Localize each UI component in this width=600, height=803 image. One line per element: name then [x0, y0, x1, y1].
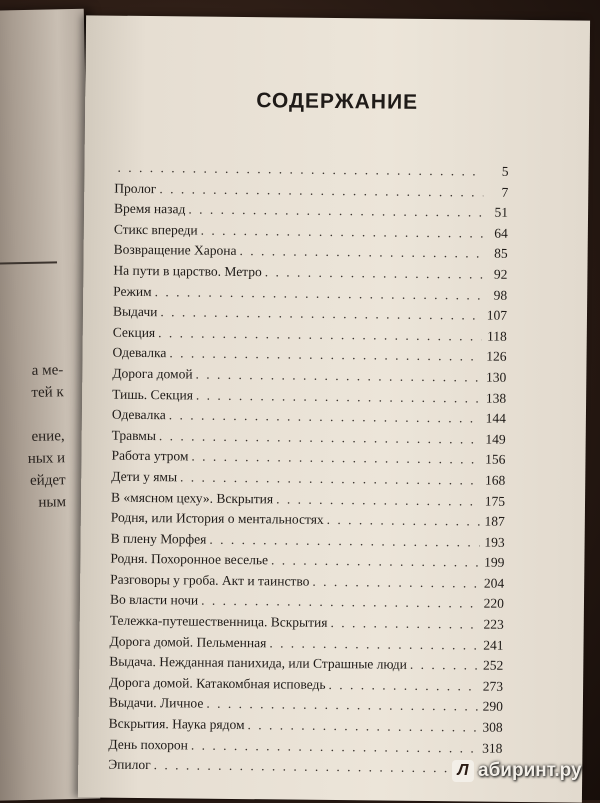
- toc-entry-label: В «мясном цеху». Вскрытия: [111, 487, 273, 509]
- toc-page-number: 126: [484, 347, 506, 368]
- left-page-text: [0, 359, 66, 514]
- toc-leader: [191, 735, 478, 759]
- toc-leader: [271, 551, 480, 574]
- toc-leader: [209, 529, 479, 552]
- toc-entry-label: Работа утром: [111, 446, 188, 467]
- left-page-line: ных и: [1, 447, 65, 470]
- toc-entry-label: Во власти ночи: [110, 590, 198, 612]
- toc-page-number: 241: [481, 635, 503, 656]
- toc-entry-label: Выдачи: [113, 302, 158, 323]
- toc-page-number: 92: [485, 265, 507, 286]
- toc-list: [108, 158, 508, 780]
- toc-page-number: 223: [482, 615, 504, 636]
- toc-entry-label: День похорон: [108, 734, 188, 755]
- toc-page-number: 290: [481, 697, 503, 718]
- contents-page: [78, 15, 590, 802]
- toc-entry-label: Одевалка: [112, 405, 166, 426]
- toc-leader: [154, 755, 478, 779]
- toc-entry-label: На пути в царство. Метро: [113, 261, 262, 283]
- toc-entry-label: Травмы: [112, 425, 156, 446]
- toc-leader: [330, 613, 478, 635]
- left-page-rule: [0, 261, 57, 264]
- page-title: СОДЕРЖАНИЕ: [85, 87, 589, 116]
- left-page-line: ейдет: [1, 469, 65, 492]
- toc-leader: [328, 675, 478, 697]
- toc-leader: [265, 262, 483, 285]
- toc-page-number: 107: [485, 306, 507, 327]
- toc-entry-label: Эпилог: [108, 755, 151, 776]
- toc-page-number: 7: [486, 182, 508, 203]
- toc-page-number: 85: [486, 244, 508, 265]
- toc-leader: [276, 489, 480, 512]
- toc-page-number: 187: [483, 512, 505, 533]
- toc-entry-label: Дорога домой. Катакомбная исповедь: [109, 673, 326, 696]
- left-page-line: а ме-: [0, 359, 64, 382]
- left-page-line: ение,: [0, 425, 64, 448]
- toc-page-number: 98: [485, 285, 507, 306]
- toc-page-number: 318: [480, 738, 502, 759]
- watermark-text: абиринт.ру: [478, 760, 582, 782]
- toc-page-number: 144: [484, 409, 506, 430]
- labirint-watermark: [452, 760, 582, 782]
- toc-entry-label: Время назад: [114, 199, 186, 220]
- left-page-line: [0, 403, 64, 426]
- toc-entry-label: В плену Морфея: [111, 528, 207, 550]
- toc-page-number: 199: [482, 553, 504, 574]
- toc-entry-label: Дорога домой: [112, 364, 192, 385]
- toc-page-number: 220: [482, 594, 504, 615]
- toc-entry-label: Режим: [113, 281, 152, 302]
- toc-leader: [196, 385, 481, 409]
- toc-entry-label: Пролог: [114, 178, 156, 199]
- labirint-logo-icon: Л: [452, 760, 474, 782]
- toc-page-number: 130: [484, 368, 506, 389]
- toc-leader: [201, 220, 483, 244]
- toc-entry-label: Тележка-путешественница. Вскрытия: [110, 611, 328, 634]
- toc-entry-label: Родня. Похоронное веселье: [110, 549, 268, 571]
- toc-entry-label: Секция: [113, 322, 156, 343]
- toc-entry-label: Стикс впереди: [114, 219, 198, 240]
- toc-entry-label: Дорога домой. Пельменная: [109, 631, 266, 653]
- toc-entry-label: Одевалка: [112, 343, 166, 364]
- left-page-line: ным: [2, 491, 66, 514]
- toc-leader: [206, 694, 478, 717]
- toc-entry-label: Родня, или История о ментальностях: [111, 508, 324, 531]
- toc-entry-label: Выдача. Нежданная панихида, или Страшные люди: [109, 652, 407, 676]
- toc-entry-label: Возвращение Харона: [114, 240, 237, 262]
- toc-entry-label: Вскрытия. Наука рядом: [109, 714, 245, 736]
- toc-leader: [312, 572, 479, 594]
- toc-page-number: 64: [486, 223, 508, 244]
- toc-page-number: 118: [485, 326, 507, 347]
- toc-entry-label: Выдачи. Личное: [109, 693, 204, 715]
- toc-page-number: 51: [486, 203, 508, 224]
- toc-page-number: 156: [483, 450, 505, 471]
- toc-page-number: 5: [486, 162, 508, 183]
- toc-entry-label: Тишь. Секция: [112, 384, 193, 405]
- toc-leader: [239, 241, 482, 264]
- toc-page-number: 193: [483, 532, 505, 553]
- toc-entry-label: Разговоры у гроба. Акт и таинство: [110, 570, 309, 593]
- left-page-line: тей к: [0, 381, 64, 404]
- toc-leader: [410, 655, 479, 676]
- toc-leader: [327, 510, 480, 532]
- toc-page-number: 204: [482, 573, 504, 594]
- toc-leader: [269, 633, 478, 656]
- toc-page-number: 149: [484, 429, 506, 450]
- toc-page-number: 252: [481, 656, 503, 677]
- toc-leader: [247, 715, 477, 738]
- toc-entry-label: Дети у ямы: [111, 467, 177, 488]
- toc-page-number: 175: [483, 491, 505, 512]
- toc-page-number: 308: [481, 718, 503, 739]
- toc-page-number: 168: [483, 470, 505, 491]
- toc-entry: [108, 755, 502, 780]
- toc-page-number: 273: [481, 676, 503, 697]
- toc-page-number: 138: [484, 388, 506, 409]
- toc-leader: [201, 591, 479, 615]
